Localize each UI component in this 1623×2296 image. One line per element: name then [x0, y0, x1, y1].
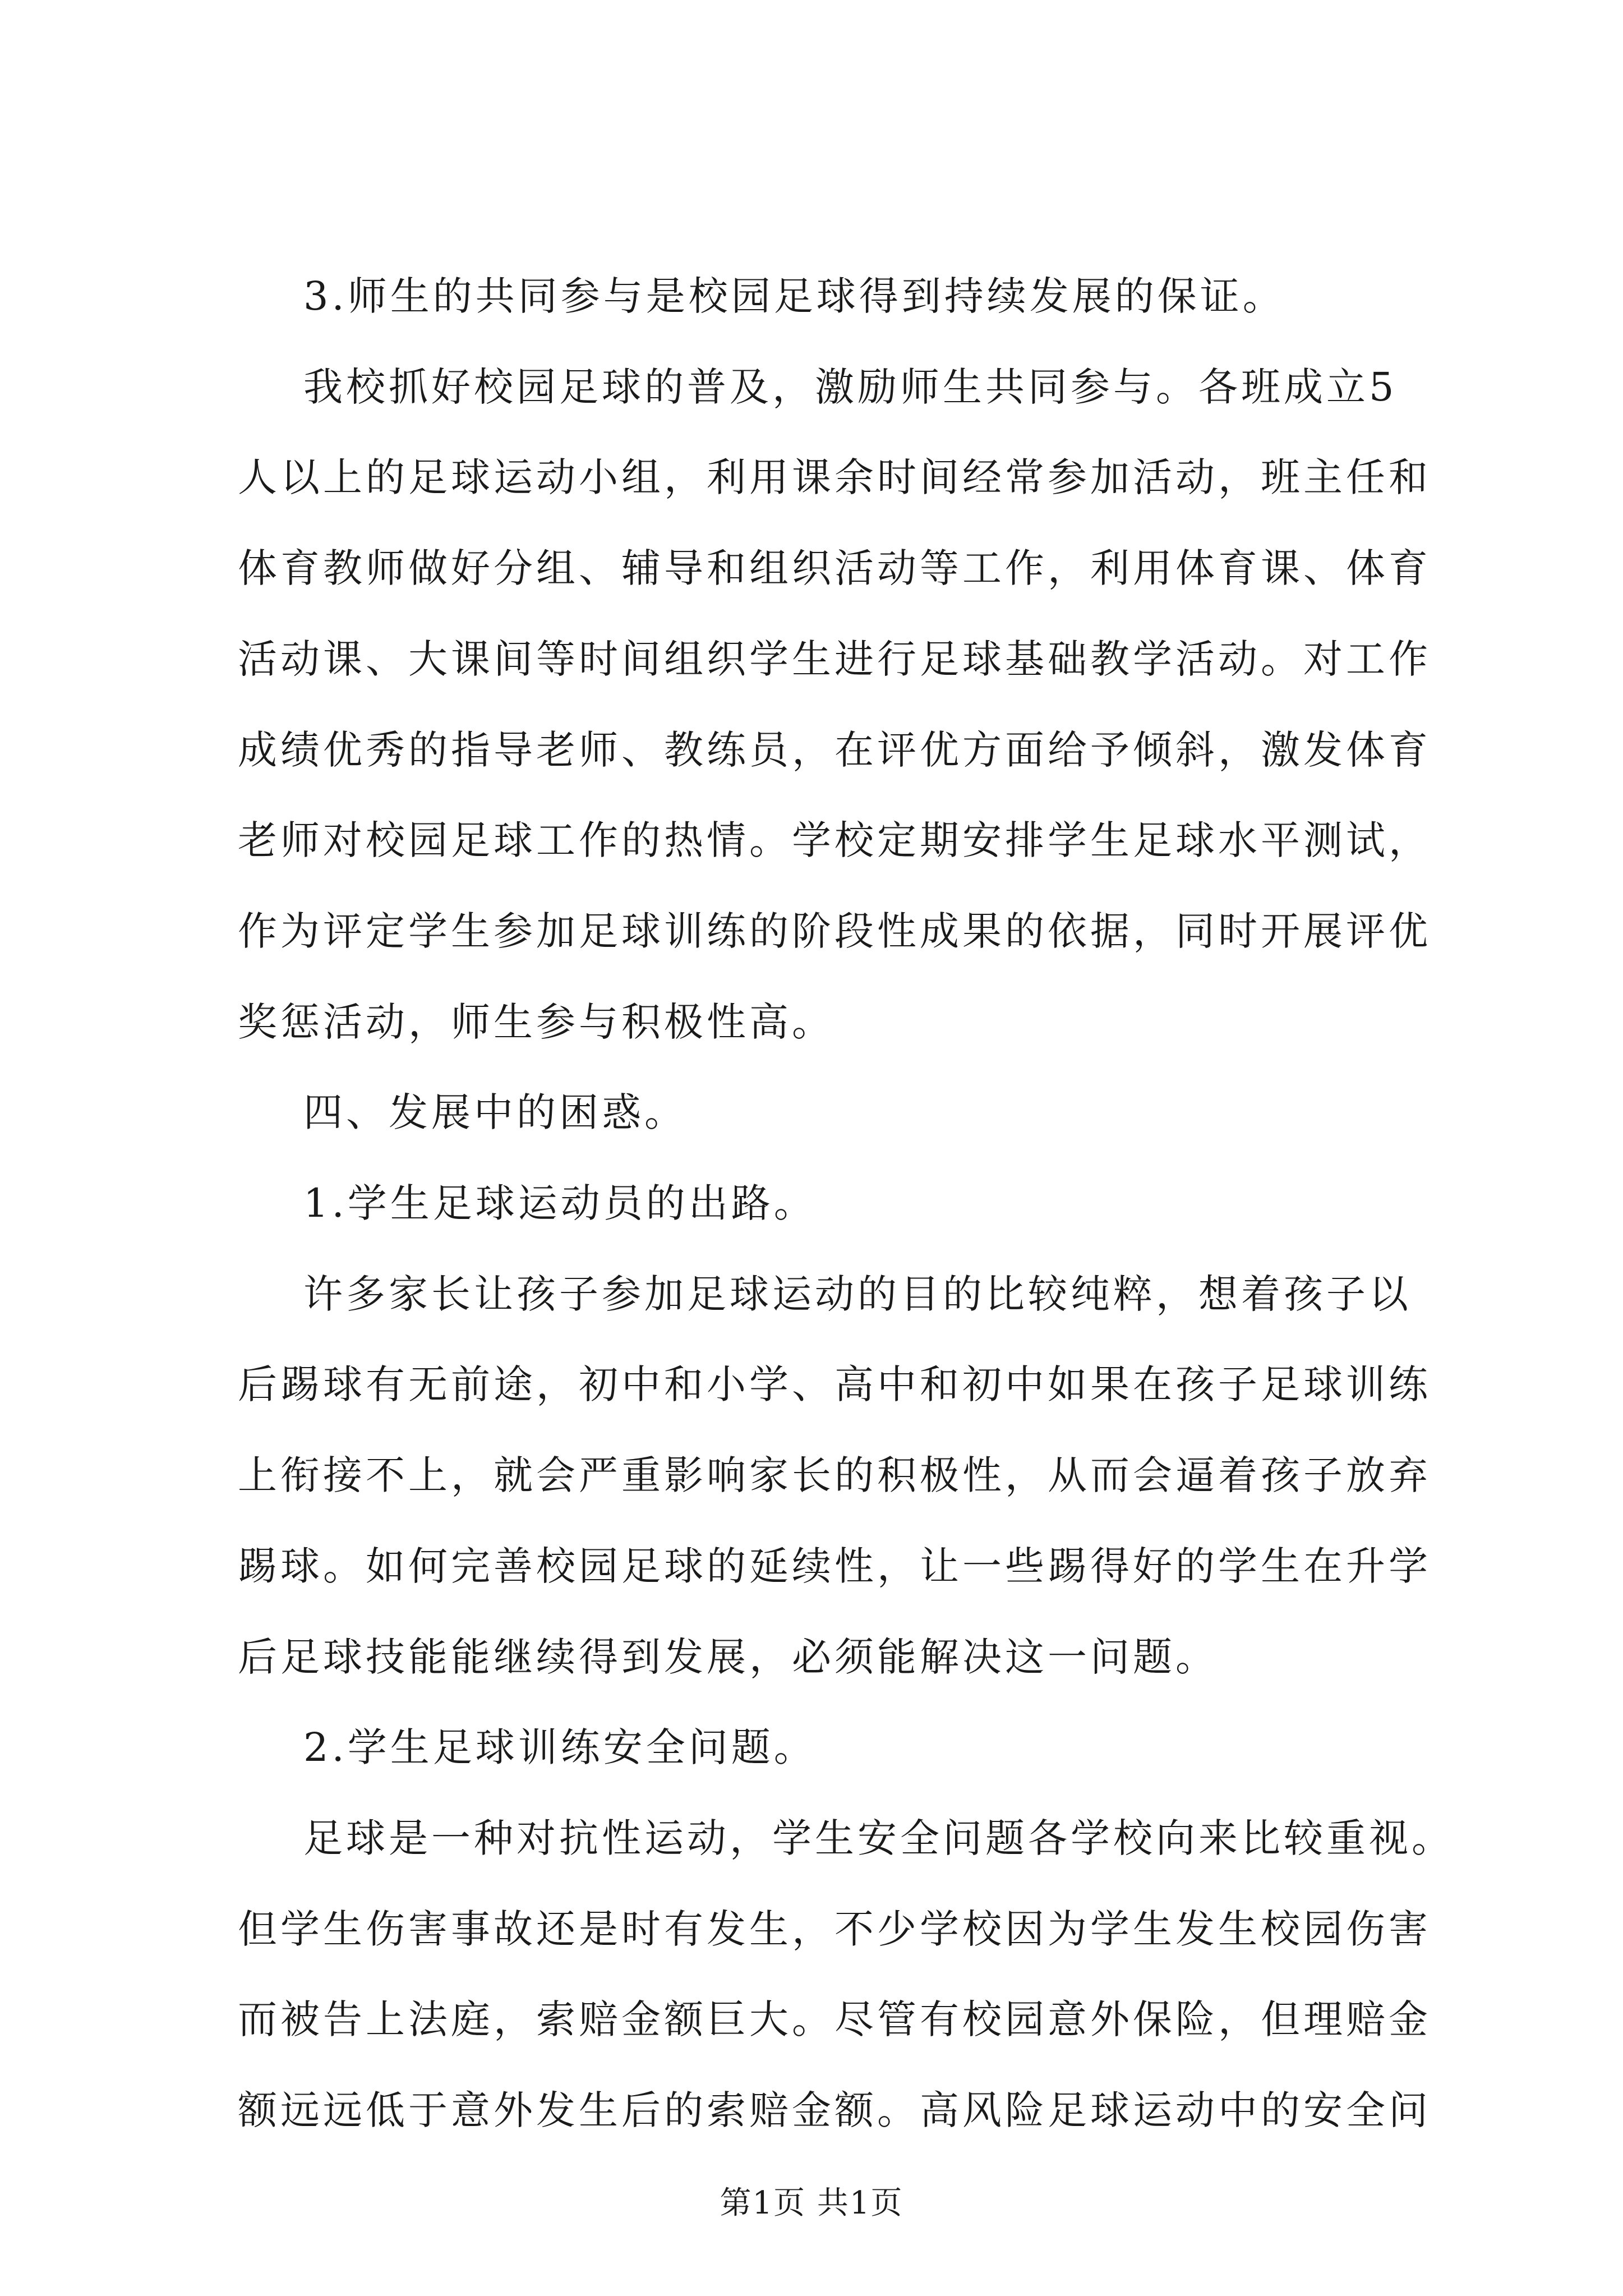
paragraph-line: 后踢球有无前途，初中和小学、高中和初中如果在孩子足球训练: [238, 1361, 1431, 1407]
paragraph-line: 活动课、大课间等时间组织学生进行足球基础教学活动。对工作: [238, 636, 1431, 682]
paragraph-line: 奖惩活动，师生参与积极性高。: [238, 999, 834, 1045]
paragraph-line: 踢球。如何完善校园足球的延续性，让一些踢得好的学生在升学: [238, 1543, 1431, 1589]
paragraph-line: 上衔接不上，就会严重影响家长的积极性，从而会逼着孩子放弃: [238, 1452, 1431, 1498]
section-heading: 四、发展中的困惑。: [303, 1089, 687, 1135]
paragraph-line: 体育教师做好分组、辅导和组织活动等工作，利用体育课、体育: [238, 545, 1431, 591]
paragraph-line: 足球是一种对抗性运动，学生安全问题各学校向来比较重视。: [303, 1815, 1454, 1861]
section-heading: 3.师生的共同参与是校园足球得到持续发展的保证。: [303, 273, 1285, 319]
paragraph-line: 成绩优秀的指导老师、教练员，在评优方面给予倾斜，激发体育: [238, 727, 1431, 773]
paragraph-line: 作为评定学生参加足球训练的阶段性成果的依据，同时开展评优: [238, 908, 1431, 954]
paragraph-line: 人以上的足球运动小组，利用课余时间经常参加活动，班主任和: [238, 454, 1431, 500]
subsection-heading: 1.学生足球运动员的出路。: [303, 1180, 817, 1226]
paragraph-line: 而被告上法庭，索赔金额巨大。尽管有校园意外保险，但理赔金: [238, 1996, 1431, 2042]
paragraph-line: 老师对校园足球工作的热情。学校定期安排学生足球水平测试，: [238, 817, 1431, 863]
paragraph-line: 后足球技能能继续得到发展，必须能解决这一问题。: [238, 1634, 1218, 1680]
paragraph-line: 我校抓好校园足球的普及，激励师生共同参与。各班成立5: [303, 364, 1398, 410]
paragraph-line: 额远远低于意外发生后的索赔金额。高风险足球运动中的安全问: [238, 2087, 1431, 2133]
page-footer: 第1页 共1页: [720, 2185, 903, 2221]
paragraph-line: 许多家长让孩子参加足球运动的目的比较纯粹，想着孩子以: [303, 1271, 1412, 1317]
subsection-heading: 2.学生足球训练安全问题。: [303, 1724, 817, 1770]
paragraph-line: 但学生伤害事故还是时有发生，不少学校因为学生发生校园伤害: [238, 1906, 1431, 1952]
